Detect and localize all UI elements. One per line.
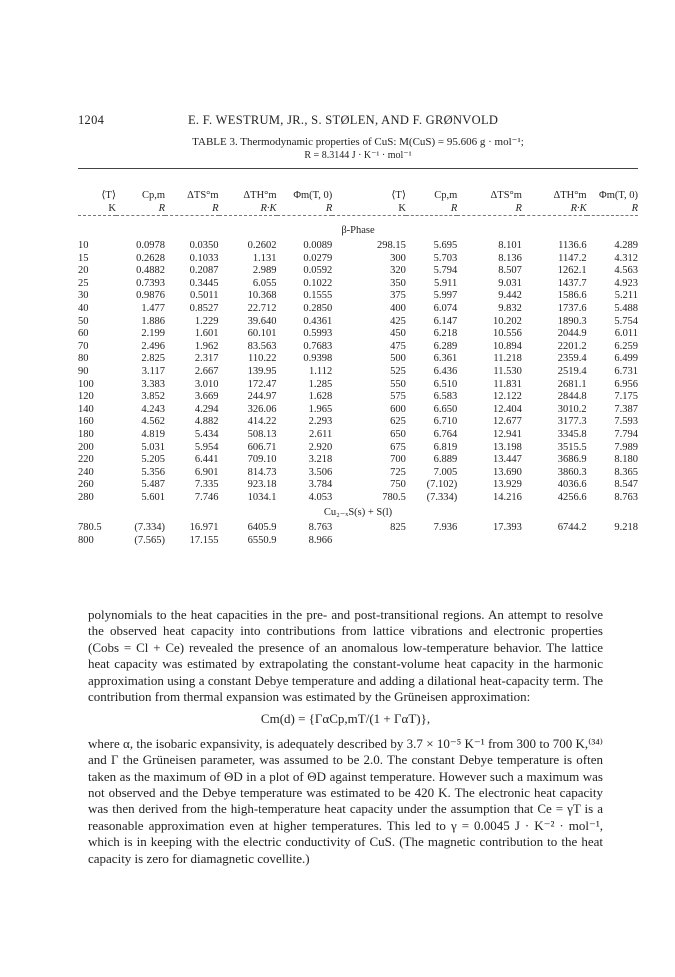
mixture-phase-label: Cu₂₋ₓS(s) + S(l) <box>323 507 393 519</box>
table-cell: 6.710 <box>433 416 458 428</box>
table-cell: 140 <box>78 403 94 415</box>
table-cell: 9.832 <box>498 302 522 314</box>
table-cell: 1136.6 <box>558 240 587 251</box>
table-cell: 7.593 <box>614 416 638 428</box>
header-cell: ΔTS°m <box>187 190 219 201</box>
table-cell: 3010.2 <box>557 403 587 415</box>
table-cell: 6405.9 <box>247 522 277 534</box>
table-cell: 13.929 <box>493 479 522 491</box>
table-cell: 4.923 <box>614 277 638 289</box>
table-cell: 3.117 <box>141 365 165 377</box>
table-cell: 4.243 <box>141 403 165 415</box>
table-cell: 5.031 <box>141 441 165 453</box>
table-cell: 244.97 <box>247 391 277 403</box>
table-cell: 12.122 <box>493 391 522 403</box>
header-cell: ΔTH°m <box>553 190 587 201</box>
table-cell: 2359.4 <box>557 353 587 365</box>
header-cell: Cp,m <box>434 190 458 201</box>
table-cell: 8.547 <box>614 479 638 491</box>
table-cell: 20 <box>78 265 89 277</box>
unit-cell: R <box>515 203 522 214</box>
unit-cell: R <box>631 203 638 214</box>
table-cell: 0.0978 <box>136 240 165 251</box>
table-cell: 3.669 <box>194 391 219 403</box>
table-cell: 1.229 <box>194 315 219 327</box>
table-cell: 326.06 <box>247 403 277 415</box>
units-row <box>78 202 638 216</box>
table-cell: 2.989 <box>252 265 277 277</box>
table-cell: 90 <box>78 365 89 377</box>
table-cell: 40 <box>78 302 89 314</box>
table-row <box>78 429 638 442</box>
table-cell: 10.556 <box>493 328 522 340</box>
table-row <box>78 522 638 535</box>
paragraph: where α, the isobaric expansivity, is adequately described by 3.7 × 10⁻⁵ K⁻¹ from 300 to 700 K,⁽³⁴⁾ and Γ the Grüneisen parameter, was assumed to be 2.0. The constant Debye temperature is often taken as the maximum of ΘD in a plot of ΘD against temperature. However such a maximum was not observed and the Debye temperature was estimated to be 420 K. The electronic heat capacity was then derived from the high-temperature heat capacity under the assumption that Ce = γT is a reasonable approximation even at higher temperatures. This led to γ = 0.0045 J · K⁻² · mol⁻¹, which is in keeping with the electric conductivity of CuS. (The magnetic contribution to the heat capacity is zero for diamagnetic covellite.) <box>88 735 603 866</box>
header-cell: ΔTS°m <box>490 190 522 201</box>
table-row <box>78 535 638 548</box>
table-cell: 625 <box>390 416 406 428</box>
table-cell: 60 <box>78 328 89 340</box>
table-cell: 575 <box>390 391 406 403</box>
table-cell: 1.886 <box>141 315 165 327</box>
table-cell: 320 <box>390 265 406 277</box>
table-cell: 10 <box>78 240 89 251</box>
table-cell: 4256.6 <box>557 491 587 503</box>
table-cell: 5.695 <box>433 240 458 251</box>
table-cell: 375 <box>390 290 406 302</box>
table-cell: 6.055 <box>252 277 277 289</box>
table-cell: 8.966 <box>308 535 333 547</box>
table-cell: 2044.9 <box>557 328 587 340</box>
table-cell: 2.496 <box>141 340 165 352</box>
table-cell: 2.825 <box>141 353 165 365</box>
table-row <box>78 278 638 291</box>
paragraph: polynomials to the heat capacities in the pre- and post-transitional regions. An attempt to resolve the observed heat capacity into contributions from lattice vibrations and electronic properties (Cobs = Cl + Ce) revealed the presence of an anomalous low-temperature behavior. The lattice heat capacity was estimated by extrapolating the constant-volume heat capacity in the harmonic approximation using a constant Debye temperature and adding a dilational heat-capacity term. The contribution from thermal expansion was estimated by the Grüneisen approximation: <box>88 607 603 705</box>
table-row <box>78 341 638 354</box>
table-cell: 6.499 <box>614 353 638 365</box>
table-cell: 8.136 <box>498 252 522 264</box>
table-cell: 100 <box>78 378 94 390</box>
table-cell: 2.920 <box>308 441 333 453</box>
table-cell: 3.784 <box>308 479 333 491</box>
table-row <box>78 253 638 266</box>
table-cell: 5.601 <box>141 491 165 503</box>
header-row <box>78 175 638 202</box>
table-cell: 7.005 <box>433 466 458 478</box>
table-row <box>78 328 638 341</box>
table-cell: 4.819 <box>141 428 165 440</box>
table-cell: 2844.8 <box>557 391 587 403</box>
beta-phase-section <box>78 222 638 504</box>
table-caption <box>78 136 638 162</box>
table-cell <box>406 535 457 548</box>
table-cell: 15 <box>78 252 89 264</box>
table-cell: 2.293 <box>308 416 333 428</box>
table-cell: 923.18 <box>247 479 277 491</box>
table-cell: 39.640 <box>247 315 277 327</box>
table-cell: 0.5993 <box>303 328 333 340</box>
header-cell: ⟨T⟩ <box>101 190 116 201</box>
table-cell: 0.4361 <box>303 315 333 327</box>
table-cell: 6.074 <box>433 302 458 314</box>
table-cell: 3177.3 <box>557 416 587 428</box>
table-cell: 0.0279 <box>303 252 333 264</box>
table-cell: 2.317 <box>194 353 219 365</box>
table-cell: 9.031 <box>498 277 522 289</box>
table-cell: 450 <box>390 328 406 340</box>
table-cell: 16.971 <box>189 522 219 534</box>
table-row <box>78 416 638 429</box>
table-cell: 6.259 <box>614 340 638 352</box>
table-row <box>78 290 638 303</box>
table-cell: 260 <box>78 479 94 491</box>
table-cell: 0.2628 <box>136 252 165 264</box>
table-cell: 6.289 <box>433 340 458 352</box>
table-cell: 11.530 <box>493 365 522 377</box>
table-cell: 6.510 <box>433 378 458 390</box>
unit-cell: K <box>398 203 406 214</box>
table-cell: 12.677 <box>493 416 522 428</box>
table-cell: 12.404 <box>493 403 522 415</box>
table-cell: 25 <box>78 277 89 289</box>
table-cell: 6.650 <box>433 403 458 415</box>
table-cell: 606.71 <box>247 441 277 453</box>
body-text <box>88 607 603 867</box>
table-cell: 0.2602 <box>247 240 277 251</box>
table-cell: 12.941 <box>493 428 522 440</box>
table-cell: 139.95 <box>247 365 277 377</box>
author-line: E. F. WESTRUM, JR., S. STØLEN, AND F. GRØNVOLD <box>188 113 499 127</box>
page-number: 1204 <box>78 113 105 127</box>
table-cell: 70 <box>78 340 89 352</box>
table-cell: 8.180 <box>614 454 638 466</box>
table-cell: 11.218 <box>493 353 522 365</box>
table-cell: 60.101 <box>247 328 277 340</box>
header-cell: Φm(T, 0) <box>599 190 638 201</box>
table-cell: 5.703 <box>433 252 458 264</box>
table-cell: 80 <box>78 353 89 365</box>
table-cell: 2519.4 <box>557 365 587 377</box>
table-row <box>78 479 638 492</box>
table-subtitle: R = 8.3144 J · K⁻¹ · mol⁻¹ <box>304 150 412 161</box>
table-cell: 180 <box>78 428 94 440</box>
table-cell: 1262.1 <box>557 265 587 277</box>
table-cell: 17.155 <box>189 535 219 547</box>
table-cell: 50 <box>78 315 89 327</box>
table-cell: 3.010 <box>194 378 219 390</box>
table-cell: 8.101 <box>498 240 522 251</box>
table-cell: 0.7683 <box>303 340 333 352</box>
table-cell: 0.3445 <box>189 277 219 289</box>
table-cell: 0.9398 <box>303 353 333 365</box>
table-cell: 7.746 <box>194 491 219 503</box>
unit-cell: K <box>108 203 116 214</box>
table-cell: 750 <box>390 479 406 491</box>
table-cell: 675 <box>390 441 406 453</box>
equation: Cm(d) = {ΓαCp,mT/(1 + ΓαT)}, <box>260 711 431 727</box>
table-cell: 0.4882 <box>136 265 165 277</box>
table-cell: 7.936 <box>433 522 458 534</box>
table-cell: 4036.6 <box>557 479 587 491</box>
table-cell: 4.562 <box>141 416 165 428</box>
table-cell: 298.15 <box>377 240 406 251</box>
table-cell: 5.488 <box>614 302 638 314</box>
table-cell: 1.112 <box>309 365 333 377</box>
table-cell: 0.0350 <box>189 240 219 251</box>
table-cell: 500 <box>390 353 406 365</box>
table-cell: 2201.2 <box>557 340 587 352</box>
unit-cell: R <box>325 203 333 214</box>
table-cell: 7.794 <box>614 428 638 440</box>
table-cell: 160 <box>78 416 94 428</box>
table-cell: 814.73 <box>247 466 277 478</box>
table-cell: 172.47 <box>247 378 277 390</box>
unit-cell: R <box>212 203 219 214</box>
table-row <box>78 240 638 253</box>
table-cell: 6550.9 <box>247 535 277 547</box>
running-head <box>78 113 638 129</box>
table-cell: 5.205 <box>141 454 165 466</box>
table-row <box>78 353 638 366</box>
table-cell: 1.285 <box>308 378 333 390</box>
table-cell <box>457 535 522 548</box>
table-cell: 1.962 <box>194 340 219 352</box>
table-cell: 2.611 <box>309 428 333 440</box>
table-cell: 350 <box>390 277 406 289</box>
table-row <box>78 454 638 467</box>
table-cell: 780.5 <box>382 491 406 503</box>
table-cell: 709.10 <box>247 454 277 466</box>
table-cell: 0.1022 <box>303 277 333 289</box>
table-cell: 414.22 <box>247 416 277 428</box>
table-cell: 1147.2 <box>558 252 587 264</box>
table-cell: 6.901 <box>194 466 219 478</box>
table-cell: 6744.2 <box>557 522 587 534</box>
unit-cell: R <box>158 203 165 214</box>
table-cell: 6.819 <box>433 441 458 453</box>
table-cell: 2.199 <box>141 328 165 340</box>
beta-phase-label: β-Phase <box>341 225 375 236</box>
table-cell: 700 <box>390 454 406 466</box>
table-cell: 10.894 <box>493 340 522 352</box>
header-cell: Φm(T, 0) <box>293 190 333 201</box>
table-cell: 1890.3 <box>557 315 587 327</box>
table-cell: 30 <box>78 290 89 302</box>
table-cell: 14.216 <box>493 491 522 503</box>
table-cell <box>587 535 638 548</box>
table-cell: 525 <box>390 365 406 377</box>
table-cell: 0.1555 <box>303 290 333 302</box>
table-row <box>78 467 638 480</box>
header-cell: Cp,m <box>141 190 165 201</box>
table-cell: 11.831 <box>493 378 522 390</box>
table-cell: 6.361 <box>433 353 458 365</box>
table-cell: 0.2850 <box>303 302 333 314</box>
table-cell: 1.477 <box>141 302 165 314</box>
table-cell: 650 <box>390 428 406 440</box>
table-cell: (7.565) <box>134 535 165 547</box>
table-cell: 280 <box>78 491 94 503</box>
table-cell: 508.13 <box>247 428 277 440</box>
table-cell: 7.335 <box>194 479 219 491</box>
table-cell: 6.764 <box>433 428 458 440</box>
table-cell: 4.294 <box>194 403 219 415</box>
unit-cell: R <box>450 203 458 214</box>
table-cell: 8.507 <box>498 265 522 277</box>
table-cell: 0.1033 <box>189 252 219 264</box>
table-cell: 8.365 <box>614 466 638 478</box>
table-cell: 425 <box>390 315 406 327</box>
table-cell: 0.5011 <box>190 290 219 302</box>
table-row <box>78 442 638 455</box>
table-cell: 1034.1 <box>247 491 277 503</box>
table-cell: 6.218 <box>433 328 458 340</box>
table-row <box>78 265 638 278</box>
table-cell: 9.218 <box>614 522 638 534</box>
table-cell: 6.011 <box>614 328 638 340</box>
table-cell: 4.053 <box>308 491 333 503</box>
table-cell: 10.202 <box>493 315 522 327</box>
table-cell: 4.563 <box>614 265 638 277</box>
table-cell: 1.131 <box>252 252 277 264</box>
table-row <box>78 316 638 329</box>
table-cell: 400 <box>390 302 406 314</box>
table-cell: 5.434 <box>194 428 219 440</box>
table-cell: 5.794 <box>433 265 458 277</box>
table-cell: 1.601 <box>194 328 219 340</box>
table-cell: 10.368 <box>247 290 277 302</box>
table-cell: 8.763 <box>614 491 638 503</box>
table-cell: 13.198 <box>493 441 522 453</box>
table-cell: 110.22 <box>248 353 277 365</box>
table-cell: 0.0089 <box>303 240 333 251</box>
table-cell: 5.954 <box>194 441 219 453</box>
table-row <box>78 303 638 316</box>
unit-cell: R·K <box>260 203 277 214</box>
table-cell: 83.563 <box>247 340 277 352</box>
table-cell: 825 <box>390 522 406 534</box>
table-cell: 17.393 <box>493 522 522 534</box>
table-cell: 5.911 <box>433 277 458 289</box>
table-cell: 6.956 <box>614 378 638 390</box>
table-cell: 6.441 <box>194 454 219 466</box>
table-cell: 6.889 <box>433 454 458 466</box>
table-cell: 3515.5 <box>557 441 587 453</box>
header-cell: ΔTH°m <box>243 190 277 201</box>
table-cell: 0.9876 <box>136 290 165 302</box>
table-cell: 800 <box>78 535 94 547</box>
table-cell: 1.965 <box>308 403 333 415</box>
table-cell: 1737.6 <box>557 302 587 314</box>
table-cell: 3.218 <box>308 454 333 466</box>
table-cell: 725 <box>390 466 406 478</box>
table-cell: 7.175 <box>614 391 638 403</box>
table-cell: 1437.7 <box>557 277 587 289</box>
table-cell: 780.5 <box>78 522 102 534</box>
table-cell: 3860.3 <box>557 466 587 478</box>
table-cell: (7.102) <box>426 479 458 491</box>
table-cell: 8.763 <box>308 522 333 534</box>
table-cell: 550 <box>390 378 406 390</box>
table-cell: 300 <box>390 252 406 264</box>
table-cell: 22.712 <box>247 302 277 314</box>
table-cell: 5.487 <box>141 479 165 491</box>
mixture-section <box>78 504 638 547</box>
table-cell <box>522 535 587 548</box>
table-cell: 2.667 <box>194 365 219 377</box>
table-cell: 6.147 <box>433 315 458 327</box>
table-cell: 0.0592 <box>303 265 333 277</box>
table-cell: 2681.1 <box>557 378 587 390</box>
phase-label-row <box>78 504 638 522</box>
table-cell: 240 <box>78 466 94 478</box>
table-cell: 1.628 <box>308 391 333 403</box>
table-cell: 4.289 <box>614 240 638 251</box>
table-cell: 1586.6 <box>557 290 587 302</box>
table-cell: 3.383 <box>141 378 165 390</box>
table-cell: 220 <box>78 454 94 466</box>
table-cell: 5.997 <box>433 290 458 302</box>
table-cell: 7.989 <box>614 441 638 453</box>
table-cell: 13.690 <box>493 466 522 478</box>
table-cell: 5.211 <box>614 290 638 302</box>
table-cell: 6.583 <box>433 391 458 403</box>
table-title: TABLE 3. Thermodynamic properties of CuS: M(CuS) = 95.606 g · mol⁻¹; <box>192 136 524 148</box>
table-row <box>78 379 638 392</box>
unit-cell: R·K <box>570 203 587 214</box>
phase-label-row <box>78 222 638 240</box>
table-cell: 13.447 <box>493 454 522 466</box>
table-cell: 3.506 <box>308 466 333 478</box>
table-cell: 0.8527 <box>189 302 219 314</box>
table-cell: 600 <box>390 403 406 415</box>
table-row <box>78 391 638 404</box>
table-cell: 120 <box>78 391 94 403</box>
table-cell: 3.852 <box>141 391 165 403</box>
table-cell: (7.334) <box>426 491 458 503</box>
table-cell: 6.436 <box>433 365 458 377</box>
table-cell: 5.754 <box>614 315 638 327</box>
table-row <box>78 366 638 379</box>
table-cell: 7.387 <box>614 403 638 415</box>
table-cell: (7.334) <box>134 522 165 534</box>
table-cell: 6.731 <box>614 365 638 377</box>
table-cell: 4.312 <box>614 252 638 264</box>
table-cell: 9.442 <box>498 290 522 302</box>
table-cell: 0.2087 <box>189 265 219 277</box>
table-cell <box>332 535 406 548</box>
table-cell: 475 <box>390 340 406 352</box>
table-cell: 200 <box>78 441 94 453</box>
table-cell: 3345.8 <box>557 428 587 440</box>
table-cell: 3686.9 <box>557 454 587 466</box>
table-cell: 0.7393 <box>136 277 165 289</box>
table-row <box>78 492 638 505</box>
thermodynamic-table <box>78 168 638 548</box>
table-cell: 4.882 <box>194 416 219 428</box>
table-cell: 5.356 <box>141 466 165 478</box>
header-cell: ⟨T⟩ <box>391 190 406 201</box>
table-row <box>78 404 638 417</box>
